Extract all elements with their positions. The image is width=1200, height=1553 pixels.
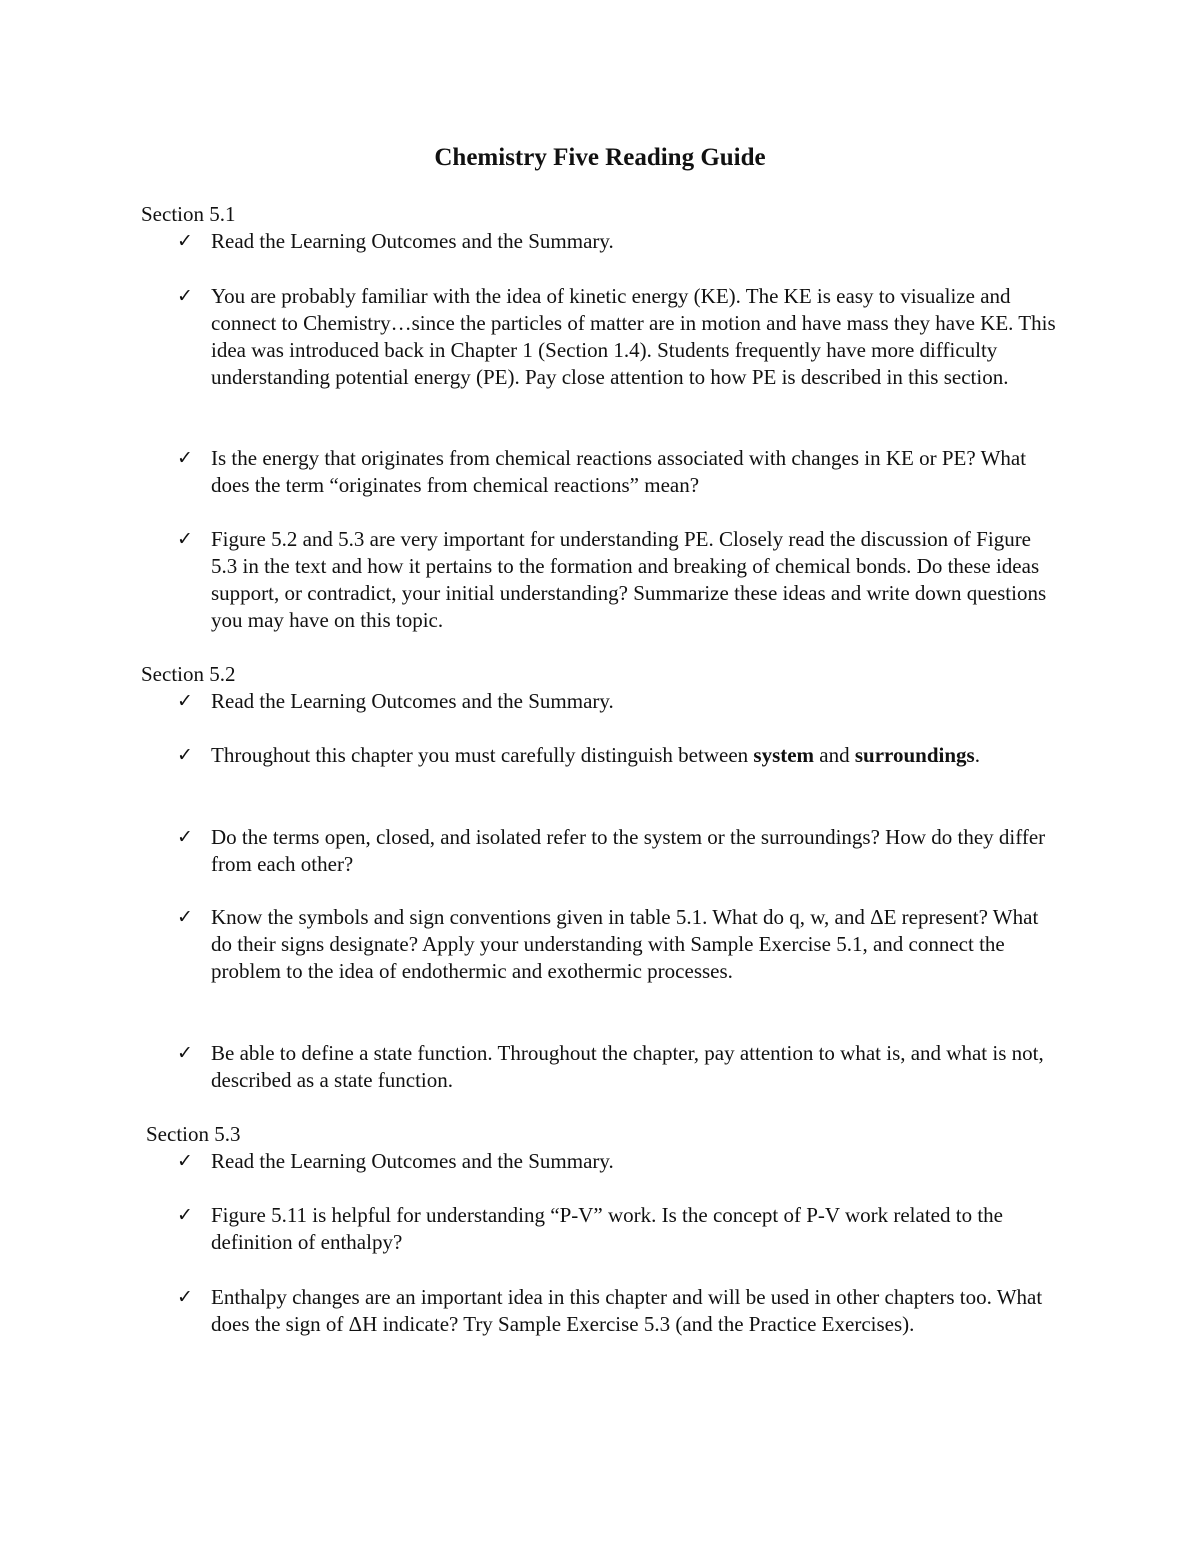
- check-icon: ✓: [177, 906, 193, 928]
- check-icon: ✓: [177, 744, 193, 766]
- item-text: You are probably familiar with the idea of kinetic energy (KE). The KE is easy to visualize and connect to Chemistry…since the particles of matter are in motion and have mass they have KE. This idea was introduced back in Chapter 1 (Section 1.4). Students frequently have more difficulty understanding potential energy (PE). Pay close attention to how PE is described in this section.: [211, 284, 1056, 389]
- item-text-mid: and: [814, 743, 855, 767]
- item-text-after: .: [974, 743, 980, 767]
- document-title: Chemistry Five Reading Guide: [434, 144, 766, 171]
- item-text: Read the Learning Outcomes and the Summary.: [211, 229, 614, 253]
- item-text: [211, 742, 1061, 769]
- section-heading: Section 5.2: [141, 662, 236, 686]
- section-heading: Section 5.3: [146, 1122, 241, 1146]
- item-text: Be able to define a state function. Throughout the chapter, pay attention to what is, and what is not, described as a state function.: [211, 1041, 1044, 1092]
- item-text: Figure 5.2 and 5.3 are very important for understanding PE. Closely read the discussion of Figure 5.3 in the text and how it pertains to the formation and breaking of chemical bonds. Do these ideas support, or contradict, your initial understanding? Summarize these ideas and write down questions you may have on this topic.: [211, 527, 1047, 632]
- item-text: Read the Learning Outcomes and the Summary.: [211, 1149, 614, 1173]
- check-icon: ✓: [177, 447, 193, 469]
- check-icon: ✓: [177, 230, 193, 252]
- check-icon: ✓: [177, 528, 193, 550]
- check-icon: ✓: [177, 1150, 193, 1172]
- item-text: Is the energy that originates from chemical reactions associated with changes in KE or PE? What does the term “originates from chemical reactions” mean?: [211, 446, 1027, 497]
- item-text-before: Throughout this chapter you must carefully distinguish between: [211, 743, 754, 767]
- check-icon: ✓: [177, 1204, 193, 1226]
- check-icon: ✓: [177, 826, 193, 848]
- check-icon: ✓: [177, 1286, 193, 1308]
- term-system: system: [753, 743, 815, 767]
- section-heading: Section 5.1: [141, 202, 236, 226]
- item-text: Know the symbols and sign conventions given in table 5.1. What do q, w, and ΔE represent? What do their signs designate? Apply your understanding with Sample Exercise 5.1, and connect the problem to the idea of endothermic and exothermic processes.: [211, 905, 1039, 983]
- check-icon: ✓: [177, 1042, 193, 1064]
- item-text: Do the terms open, closed, and isolated refer to the system or the surroundings? How do they differ from each other?: [211, 825, 1046, 876]
- item-text: Figure 5.11 is helpful for understanding “P-V” work. Is the concept of P-V work related to the definition of enthalpy?: [211, 1203, 1003, 1254]
- check-icon: ✓: [177, 690, 193, 712]
- term-surroundings: surroundings: [854, 743, 975, 767]
- item-text: Enthalpy changes are an important idea in this chapter and will be used in other chapters too. What does the sign of ΔH indicate? Try Sample Exercise 5.3 (and the Practice Exercises).: [211, 1285, 1043, 1336]
- check-icon: ✓: [177, 285, 193, 307]
- item-text: Read the Learning Outcomes and the Summary.: [211, 689, 614, 713]
